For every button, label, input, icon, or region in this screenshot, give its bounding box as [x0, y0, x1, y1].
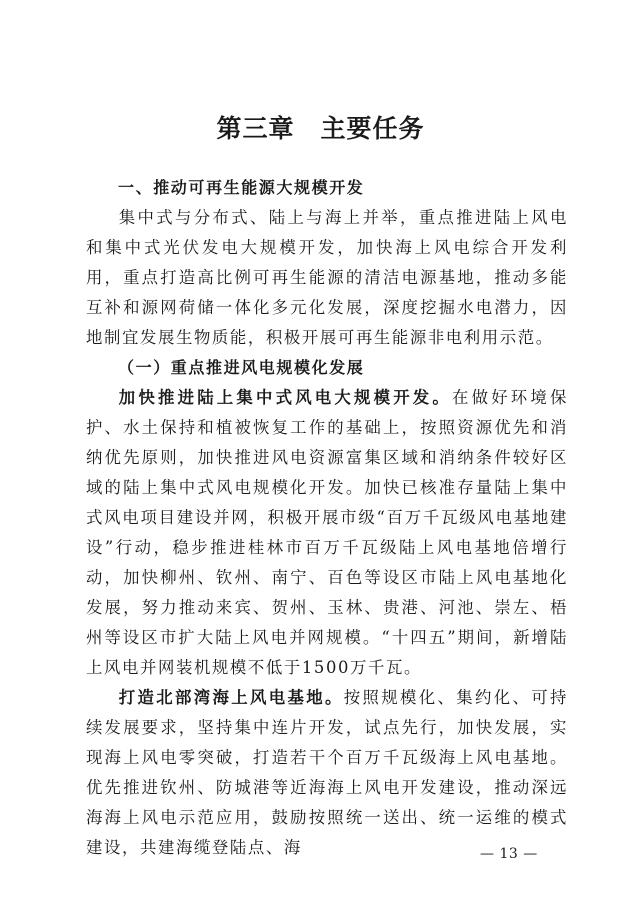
paragraph-body: 按照规模化、集约化、可持续发展要求，坚持集中连片开发，试点先行，加快发展，实现海上风电零突破，打造若干个百万千瓦级海上风电基地。优先推进钦州、防城港等近海海上风电开发建设，推动深远海海上风电示范应用，鼓励按照统一送出、统一运维的模式建设，共建海缆登陆点、海 — [86, 688, 569, 857]
paragraph-lead: 加快推进陆上集中式风电大规模开发。 — [118, 388, 452, 407]
page-number: — 13 — — [480, 846, 538, 862]
section-paragraph: 集中式与分布式、陆上与海上并举，重点推进陆上风电和集中式光伏发电大规模开发，加快海上风电综合开发利用，重点打造高比例可再生能源的清洁电源基地，推动多能互补和源网荷储一体化多元化发展，深度挖掘水电潜力，因地制宜发展生物质能，积极开展可再生能源非电利用示范。 — [86, 208, 568, 347]
paragraph-lead: 打造北部湾海上风电基地。 — [118, 688, 344, 707]
section-heading: 一、推动可再生能源大规模开发 — [118, 178, 365, 197]
body-text — [86, 173, 568, 863]
paragraph-body: 在做好环境保护、水土保持和植被恢复工作的基础上，按照资源优先和消纳优先原则，加快推进风电资源富集区域和消纳条件较好区域的陆上集中式风电规模化开发。加快已核准存量陆上集中式风电项目建设并网，积极开展市级“百万千瓦级风电基地建设”行动，稳步推进桂林市百万千瓦级陆上风电基地倍增行动，加快柳州、钦州、南宁、百色等设区市陆上风电基地化发展，努力推动来宾、贺州、玉林、贵港、河池、崇左、梧州等设区市扩大陆上风电并网规模。“十四五”期间，新增陆上风电并网装机规模不低于1500万千瓦。 — [86, 388, 568, 677]
paragraph-onshore-wind — [86, 383, 568, 683]
subsection-heading: （一）重点推进风电规模化发展 — [118, 358, 365, 377]
paragraph-offshore-wind — [86, 683, 568, 863]
chapter-title: 第三章 主要任务 — [216, 114, 425, 143]
